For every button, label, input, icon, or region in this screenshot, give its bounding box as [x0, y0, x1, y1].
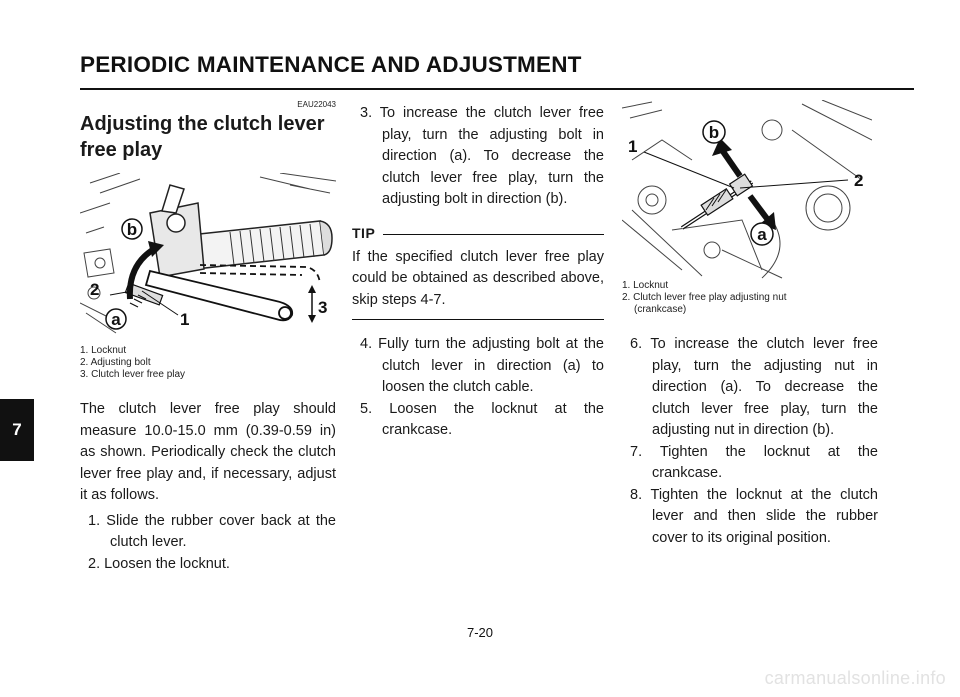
step-list — [622, 334, 878, 549]
figure-label-b: b — [708, 123, 720, 142]
step-item: 3. To increase the clutch lever free play, turn the adjusting bolt in direction (a). To decrease the clutch lever free play, turn the adjusting bolt in direction (b). — [360, 105, 604, 207]
caption-item: 3. Clutch lever free play — [80, 369, 186, 380]
page-number: 7-20 — [466, 625, 494, 640]
caption-item: 1. Locknut — [622, 280, 669, 291]
figure-label-a: a — [757, 225, 767, 244]
page-header-title: PERIODIC MAINTENANCE AND ADJUSTMENT — [80, 52, 582, 77]
tip-label: TIP — [352, 224, 376, 241]
step-item: 7. Tighten the locknut at the crankcase. — [630, 443, 878, 481]
column-2 — [352, 103, 604, 442]
step-list — [80, 511, 336, 576]
section-code: EAU22043 — [297, 100, 336, 109]
crankcase-figure — [622, 100, 872, 280]
figure-label-2: 2 — [854, 171, 864, 190]
step-item: 4. Fully turn the adjusting bolt at the clutch lever in direction (a) to loosen the clutch cable. — [360, 336, 604, 395]
figure-label-3: 3 — [318, 298, 328, 317]
step-item: 8. Tighten the locknut at the clutch lever and then slide the rubber cover to its original position. — [630, 486, 878, 546]
tip-end-rule — [352, 319, 604, 320]
figure-label-2: 2 — [90, 280, 100, 299]
intro-paragraph: The clutch lever free play should measure 10.0-15.0 mm (0.39-0.59 in) as shown. Periodically check the clutch lever free play and, if necessary, adjust it as follows. — [80, 401, 336, 503]
step-item: 5. Loosen the locknut at the crankcase. — [360, 400, 604, 438]
step-list — [352, 103, 604, 211]
step-item: 2. Loosen the locknut. — [88, 555, 230, 572]
figure-captions — [80, 345, 336, 381]
column-1 — [80, 100, 336, 575]
caption-item: 1. Locknut — [80, 345, 127, 356]
section-title: Adjusting the clutch lever free play — [80, 113, 325, 161]
figure-label-1: 1 — [628, 137, 638, 156]
step-list — [352, 334, 604, 442]
caption-item: (crankcase) — [634, 304, 687, 315]
column-3 — [622, 100, 878, 549]
tip-text: If the specified clutch lever free play could be obtained as described above, skip steps 4-7. — [352, 248, 604, 308]
tip-rule — [383, 234, 604, 235]
clutch-lever-figure — [80, 173, 336, 343]
step-item: 6. To increase the clutch lever free play, turn the adjusting nut in direction (a). To decrease the clutch lever free play, turn the adjusting nut in direction (b). — [630, 336, 878, 438]
figure-captions — [622, 280, 878, 316]
figure-label-b: b — [126, 220, 138, 239]
tip-heading — [352, 225, 604, 241]
figure-label-1: 1 — [180, 310, 190, 329]
chapter-tab: 7 — [0, 399, 34, 461]
header-rule — [80, 88, 914, 90]
caption-item: 2. Clutch lever free play adjusting nut — [622, 292, 787, 303]
figure-label-a: a — [111, 310, 121, 329]
watermark: carmanualsonline.info — [764, 668, 946, 688]
caption-item: 2. Adjusting bolt — [80, 357, 151, 368]
step-item: 1. Slide the rubber cover back at the clutch lever. — [88, 512, 336, 550]
